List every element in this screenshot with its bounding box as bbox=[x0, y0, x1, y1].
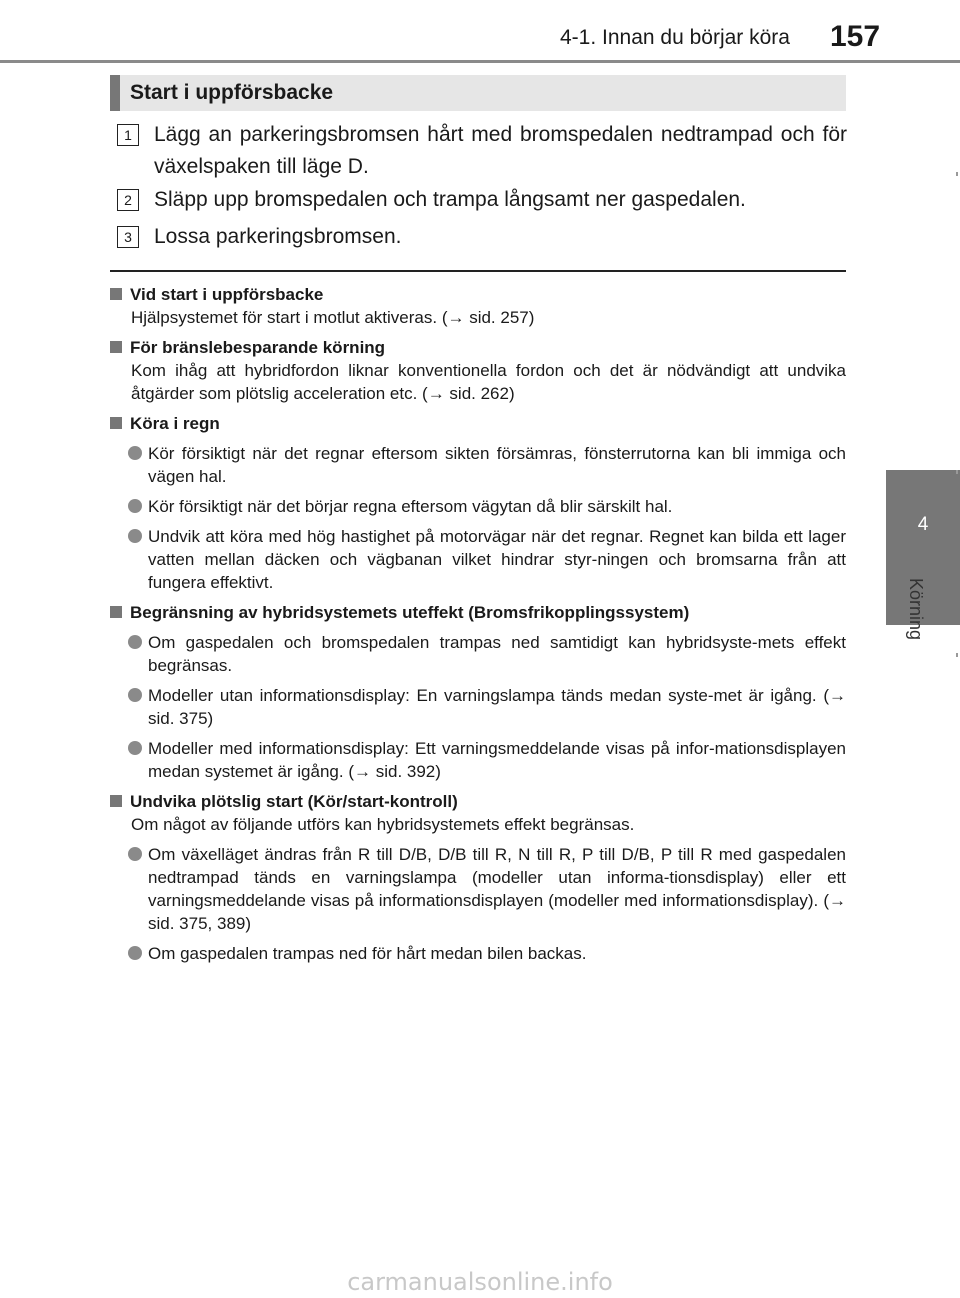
step-number: 3 bbox=[117, 226, 139, 248]
margin-tick bbox=[956, 470, 958, 474]
chapter-tab-label: Körning bbox=[906, 578, 926, 641]
bullet-item: Undvik att köra med hög hastighet på motorvägar när det regnar. Regnet kan bilda ett lager vatten mellan däcken och vägbanan vilket hindrar styr-ningen och bromsarna från att fungera effektivt. bbox=[128, 525, 846, 594]
chapter-tab-number: 4 bbox=[917, 514, 929, 535]
bullet-item: Kör försiktigt när det regnar eftersom sikten försämras, fönsterrutorna kan bli immiga och vägen hal. bbox=[128, 442, 846, 488]
step-number: 2 bbox=[117, 189, 139, 211]
circle-bullet-icon bbox=[128, 688, 142, 702]
step-text: Lägg an parkeringsbromsen hårt med bromspedalen nedtrampad och för växelspaken till läge D. bbox=[154, 123, 847, 178]
note-title: Köra i regn bbox=[110, 412, 846, 435]
bullet-item: Om gaspedalen trampas ned för hårt medan bilen backas. bbox=[128, 942, 846, 965]
header-rule bbox=[0, 60, 960, 63]
bullet-item: Om växelläget ändras från R till D/B, D/B till R, N till R, P till D/B, P till R med gaspedalen nedtrampad tänds en varningslampa (modeller utan informa-tionsdisplay) eller ett varningsmeddelande visas på informationsdisplayen (modeller med informationsdisplay). (→ sid. 375, 389) bbox=[128, 843, 846, 935]
bullet-item: Kör försiktigt när det börjar regna eftersom vägytan då blir särskilt hal. bbox=[128, 495, 846, 518]
section-divider bbox=[110, 270, 846, 272]
notes-section bbox=[110, 283, 846, 972]
note-text: Om något av följande utförs kan hybridsystemets effekt begränsas. bbox=[131, 815, 635, 834]
circle-bullet-icon bbox=[128, 847, 142, 861]
watermark: carmanualsonline.info bbox=[347, 1268, 613, 1296]
bullet-item: Om gaspedalen och bromspedalen trampas ned samtidigt kan hybridsyste-mets effekt begränsas. bbox=[128, 631, 846, 677]
page-number: 157 bbox=[830, 20, 881, 53]
circle-bullet-icon bbox=[128, 499, 142, 513]
step-text: Släpp upp bromspedalen och trampa långsamt ner gaspedalen. bbox=[154, 188, 746, 211]
note bbox=[110, 790, 846, 965]
note bbox=[110, 601, 846, 783]
note bbox=[110, 336, 846, 405]
note bbox=[110, 412, 846, 594]
bullet-item: Modeller med informationsdisplay: Ett varningsmeddelande visas på infor-mationsdisplayen medan systemet är igång. (→ sid. 392) bbox=[128, 737, 846, 783]
note-title: För bränslebesparande körning bbox=[110, 336, 846, 359]
step-number: 1 bbox=[117, 124, 139, 146]
square-bullet-icon bbox=[110, 417, 122, 429]
bullet-item: Modeller utan informationsdisplay: En varningslampa tänds medan syste-met är igång. (→ sid. 375) bbox=[128, 684, 846, 730]
square-bullet-icon bbox=[110, 606, 122, 618]
circle-bullet-icon bbox=[128, 635, 142, 649]
note bbox=[110, 283, 846, 329]
step-item bbox=[117, 184, 847, 216]
section-title: Start i uppförsbacke bbox=[130, 81, 334, 104]
note-title: Begränsning av hybridsystemets uteffekt (Bromsfrikopplingssystem) bbox=[110, 601, 846, 624]
circle-bullet-icon bbox=[128, 946, 142, 960]
margin-tick bbox=[956, 172, 958, 176]
square-bullet-icon bbox=[110, 288, 122, 300]
note-text: Hjälpsystemet för start i motlut aktiveras. (→ sid. 257) bbox=[131, 308, 535, 327]
section-header bbox=[110, 75, 846, 111]
note-title: Undvika plötslig start (Kör/start-kontroll) bbox=[110, 790, 846, 813]
square-bullet-icon bbox=[110, 795, 122, 807]
circle-bullet-icon bbox=[128, 446, 142, 460]
step-item bbox=[117, 221, 847, 253]
step-text: Lossa parkeringsbromsen. bbox=[154, 225, 402, 248]
circle-bullet-icon bbox=[128, 529, 142, 543]
circle-bullet-icon bbox=[128, 741, 142, 755]
note-title: Vid start i uppförsbacke bbox=[110, 283, 846, 306]
chapter-title: 4-1. Innan du börjar köra bbox=[560, 26, 790, 49]
margin-tick bbox=[956, 653, 958, 657]
step-item bbox=[117, 119, 847, 183]
note-text: Kom ihåg att hybridfordon liknar konventionella fordon och det är nödvändigt att undvika åtgärder som plötslig acceleration etc. (→ sid. 262) bbox=[131, 361, 846, 403]
square-bullet-icon bbox=[110, 341, 122, 353]
